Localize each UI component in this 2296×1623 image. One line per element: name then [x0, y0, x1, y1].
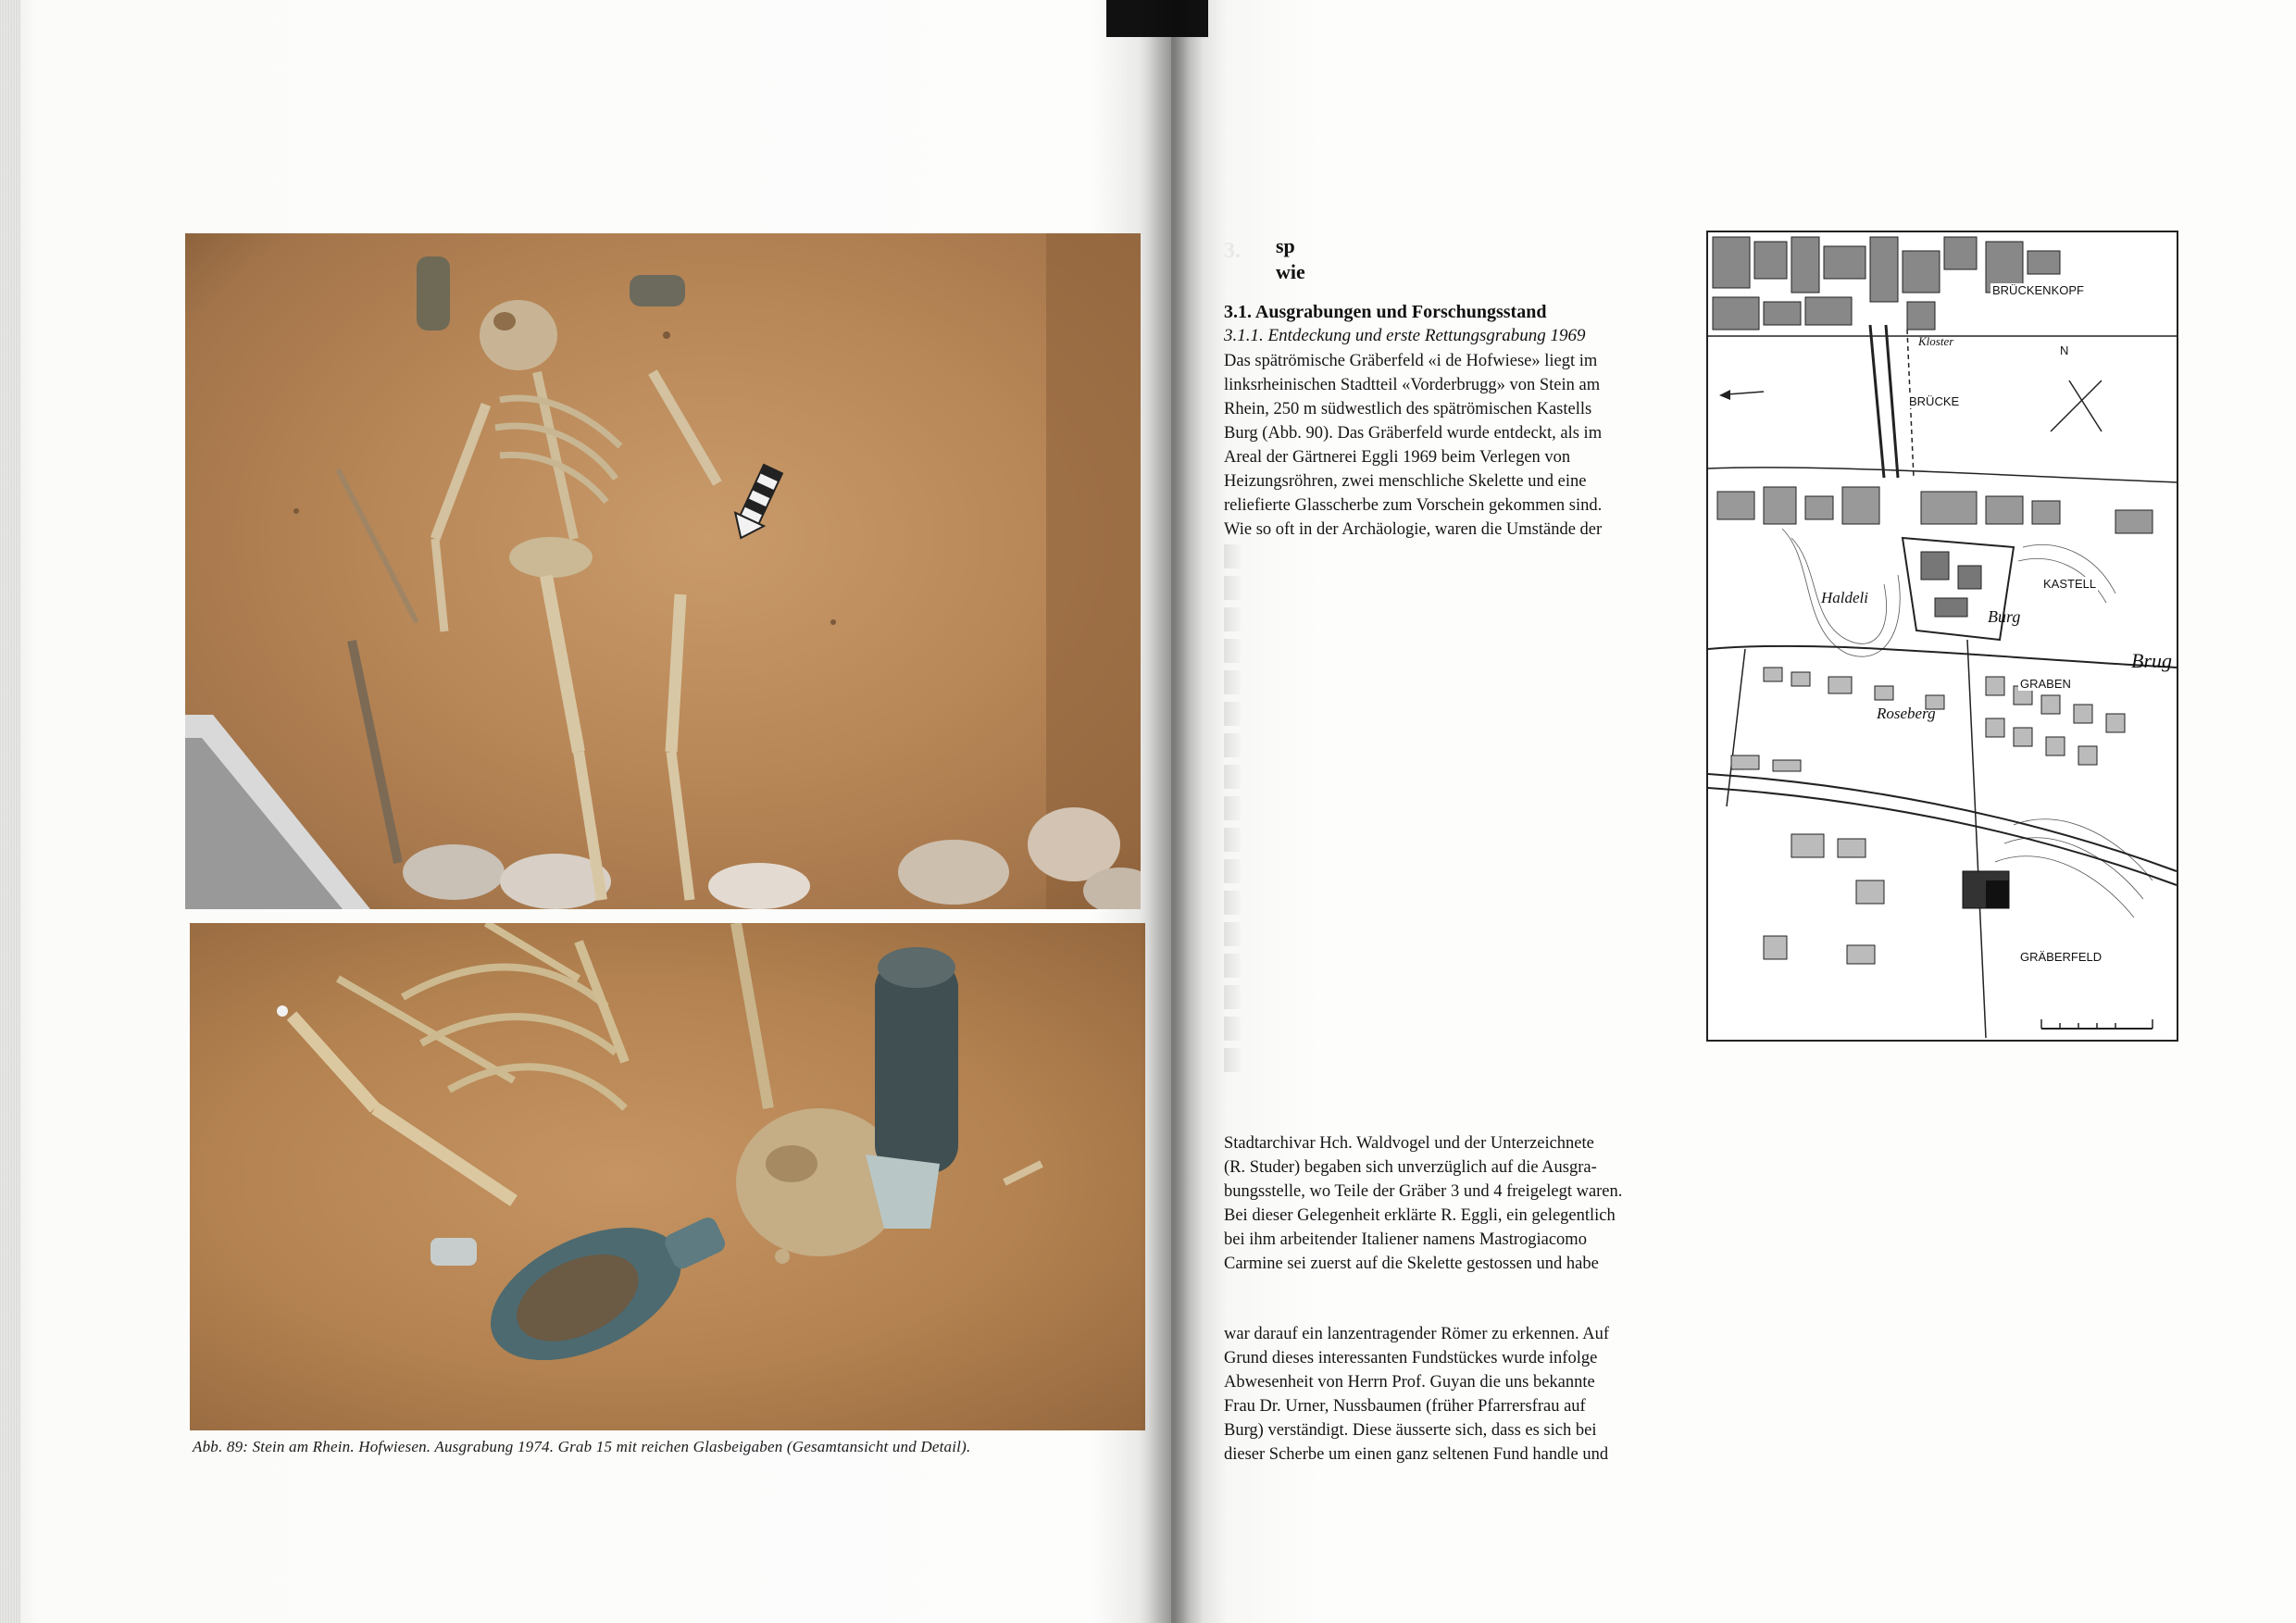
- gutter-shadow: [1139, 0, 1204, 1623]
- map-label-brug: Brug: [2131, 649, 2172, 672]
- text-line: Bei dieser Gelegenheit erklärte R. Eggli, ein gelegentlich: [1224, 1206, 1616, 1225]
- body-text-block-2: [1224, 1131, 1685, 1276]
- map-label-kastell: KASTELL: [2043, 577, 2097, 591]
- map-label-kloster: Kloster: [1918, 334, 1954, 348]
- map-label-graben: GRABEN: [2020, 677, 2071, 691]
- body-text-block-3: [1224, 1322, 1685, 1467]
- chapter-title-line-2: wie: [1276, 260, 1305, 283]
- text-line: Wie so oft in der Archäologie, waren die Umstände der: [1224, 520, 1603, 539]
- map-label-roseberg: Roseberg: [1877, 705, 1936, 722]
- site-map: [1706, 231, 2178, 1042]
- excavation-photo-overview: [185, 233, 1141, 909]
- text-line: war darauf ein lanzentragender Römer zu erkennen. Auf: [1224, 1325, 1610, 1343]
- text-line: bungsstelle, wo Teile der Gräber 3 und 4 freigelegt waren.: [1224, 1182, 1623, 1201]
- text-line: Burg) verständigt. Diese äusserte sich, dass es sich bei: [1224, 1421, 1597, 1440]
- page-edge: [0, 0, 20, 1623]
- excavation-photo-detail-drawing: [190, 923, 1145, 1430]
- subsection-heading: 3.1.1. Entdeckung und erste Rettungsgrabung 1969: [1224, 326, 1586, 345]
- north-arrow-label: N: [2060, 343, 2069, 357]
- map-label-burg: Burg: [1988, 607, 2021, 626]
- text-line: Abwesenheit von Herrn Prof. Guyan die uns bekannte: [1224, 1373, 1595, 1392]
- text-line: Heizungsröhren, zwei menschliche Skelette und eine: [1224, 472, 1587, 491]
- text-line: Grund dieses interessanten Fundstückes wurde infolge: [1224, 1349, 1598, 1367]
- text-line: bei ihm arbeitender Italiener namens Mastrogiacomo: [1224, 1230, 1587, 1249]
- text-line: linksrheinischen Stadtteil «Vorderbrugg» von Stein am: [1224, 376, 1601, 394]
- text-line: Areal der Gärtnerei Eggli 1969 beim Verlegen von: [1224, 448, 1571, 467]
- map-label-bruecke: BRÜCKE: [1909, 394, 1960, 408]
- excavation-photo-overview-drawing: [185, 233, 1141, 909]
- map-label-haldeli: Haldeli: [1821, 589, 1868, 606]
- map-label-graeberfeld: GRÄBERFELD: [2020, 950, 2103, 964]
- text-line: Rhein, 250 m südwestlich des spätrömischen Kastells: [1224, 400, 1592, 418]
- chapter-number: 3.: [1224, 239, 1241, 263]
- chapter-title: [1276, 233, 1305, 285]
- text-line: Frau Dr. Urner, Nussbaumen (früher Pfarrersfrau auf: [1224, 1397, 1586, 1416]
- text-line: (R. Studer) begaben sich unverzüglich auf die Ausgra-: [1224, 1158, 1597, 1177]
- figure-caption: Abb. 89: Stein am Rhein. Hofwiesen. Ausgrabung 1974. Grab 15 mit reichen Glasbeigaben (Gesamtansicht und Detail).: [193, 1438, 971, 1455]
- text-line: reliefierte Glasscherbe zum Vorschein gekommen sind.: [1224, 496, 1603, 515]
- site-map-drawing: [1708, 232, 2177, 1040]
- text-line: Das spätrömische Gräberfeld «i de Hofwiese» liegt im: [1224, 352, 1598, 370]
- excavation-photo-detail: [190, 923, 1145, 1430]
- body-text-block-1: [1224, 349, 1685, 542]
- chapter-title-line-1: sp: [1276, 234, 1295, 257]
- map-label-brueckenkopf: BRÜCKENKOPF: [1992, 283, 2084, 297]
- section-heading: 3.1. Ausgrabungen und Forschungsstand: [1224, 302, 1547, 322]
- text-line: Carmine sei zuerst auf die Skelette gestossen und habe: [1224, 1255, 1599, 1273]
- faded-text-column: [1224, 544, 1244, 1091]
- text-line: dieser Scherbe um einen ganz seltenen Fund handle und: [1224, 1445, 1609, 1464]
- text-line: Stadtarchivar Hch. Waldvogel und der Unterzeichnete: [1224, 1134, 1594, 1153]
- text-line: Burg (Abb. 90). Das Gräberfeld wurde entdeckt, als im: [1224, 424, 1603, 443]
